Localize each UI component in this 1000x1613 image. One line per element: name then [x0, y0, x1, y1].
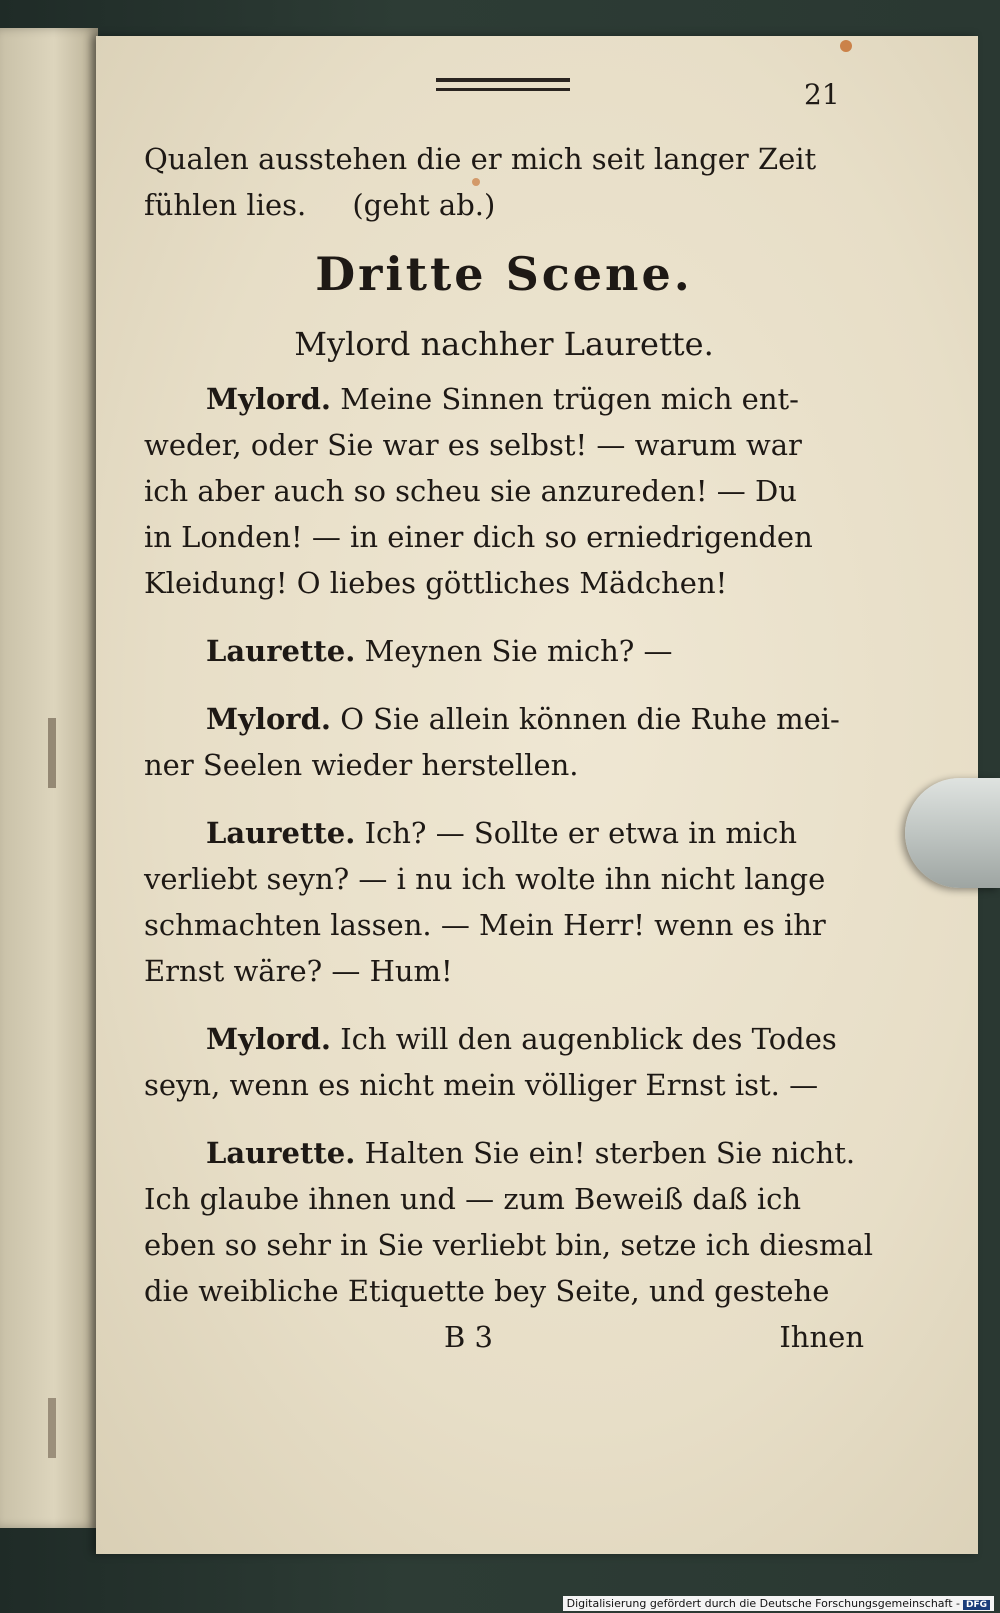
speech-line: die weibliche Etiquette bey Seite, und gestehe	[144, 1274, 830, 1308]
ornament-rule	[436, 88, 570, 91]
page-number: 21	[804, 78, 840, 111]
speech-text: Meine Sinnen trügen mich ent-	[340, 382, 799, 416]
speech-line: schmachten lassen. — Mein Herr! wenn es ihr	[144, 908, 826, 942]
credit-text: Digitalisierung gefördert durch die Deutsche Forschungsgemeinschaft -	[566, 1597, 960, 1610]
speech-line: weder, oder Sie war es selbst! — warum war	[144, 428, 802, 462]
speech-text: Meynen Sie mich? —	[364, 634, 673, 668]
paragraph-gap	[144, 1108, 864, 1130]
ornament-rule	[436, 78, 570, 82]
speech-line: verliebt seyn? — i nu ich wolte ihn nicht lange	[144, 862, 826, 896]
speech-line	[144, 1016, 864, 1062]
scene-characters: Mylord nachher Laurette.	[294, 325, 714, 363]
speech-text: O Sie allein können die Ruhe mei-	[340, 702, 840, 736]
facing-page-edge	[0, 28, 98, 1528]
text-line: fühlen lies. (geht ab.)	[144, 188, 496, 222]
speech-line: seyn, wenn es nicht mein völliger Ernst ist. —	[144, 1068, 819, 1102]
speaker-name: Laurette.	[206, 816, 356, 850]
speaker-name: Mylord.	[206, 702, 331, 736]
book-page	[96, 36, 978, 1554]
header-ornament	[436, 78, 570, 97]
speech-line	[144, 628, 864, 674]
text-line: Qualen ausstehen die er mich seit langer Zeit	[144, 142, 817, 176]
speech-line: in Londen! — in einer dich so erniedrigenden	[144, 520, 813, 554]
speech-line: eben so sehr in Sie verliebt bin, setze ich diesmal	[144, 1228, 874, 1262]
speaker-name: Mylord.	[206, 1022, 331, 1056]
scene-heading: Dritte Scene.	[315, 247, 693, 301]
catchword: Ihnen	[779, 1320, 864, 1354]
speaker-name: Mylord.	[206, 382, 331, 416]
page-text	[144, 136, 874, 1360]
spine-mark	[48, 1398, 56, 1458]
stain	[840, 40, 852, 52]
speech-line	[144, 1130, 864, 1176]
speech-line	[144, 376, 864, 422]
speech-text: Halten Sie ein! sterben Sie nicht.	[364, 1136, 856, 1170]
speech-line	[144, 810, 864, 856]
speech-line: Ich glaube ihnen und — zum Beweiß daß ich	[144, 1182, 802, 1216]
speech-line: ner Seelen wieder herstellen.	[144, 748, 579, 782]
paragraph-gap	[144, 788, 864, 810]
speech-text: Ich? — Sollte er etwa in mich	[364, 816, 798, 850]
speech-text: Ich will den augenblick des Todes	[340, 1022, 837, 1056]
speech-line: Ernst wäre? — Hum!	[144, 954, 453, 988]
paragraph-gap	[144, 674, 864, 696]
spine-mark	[48, 718, 56, 788]
signature-mark: B 3	[444, 1320, 493, 1354]
paragraph-gap	[144, 994, 864, 1016]
speech-line: Kleidung! O liebes göttliches Mädchen!	[144, 566, 728, 600]
page-footer	[144, 1314, 864, 1360]
paragraph-gap	[144, 606, 864, 628]
dfg-logo: DFG	[963, 1600, 990, 1610]
speaker-name: Laurette.	[206, 1136, 356, 1170]
speaker-name: Laurette.	[206, 634, 356, 668]
digitization-credit	[563, 1596, 994, 1611]
speech-line: ich aber auch so scheu sie anzureden! — Du	[144, 474, 797, 508]
speech-line	[144, 696, 864, 742]
